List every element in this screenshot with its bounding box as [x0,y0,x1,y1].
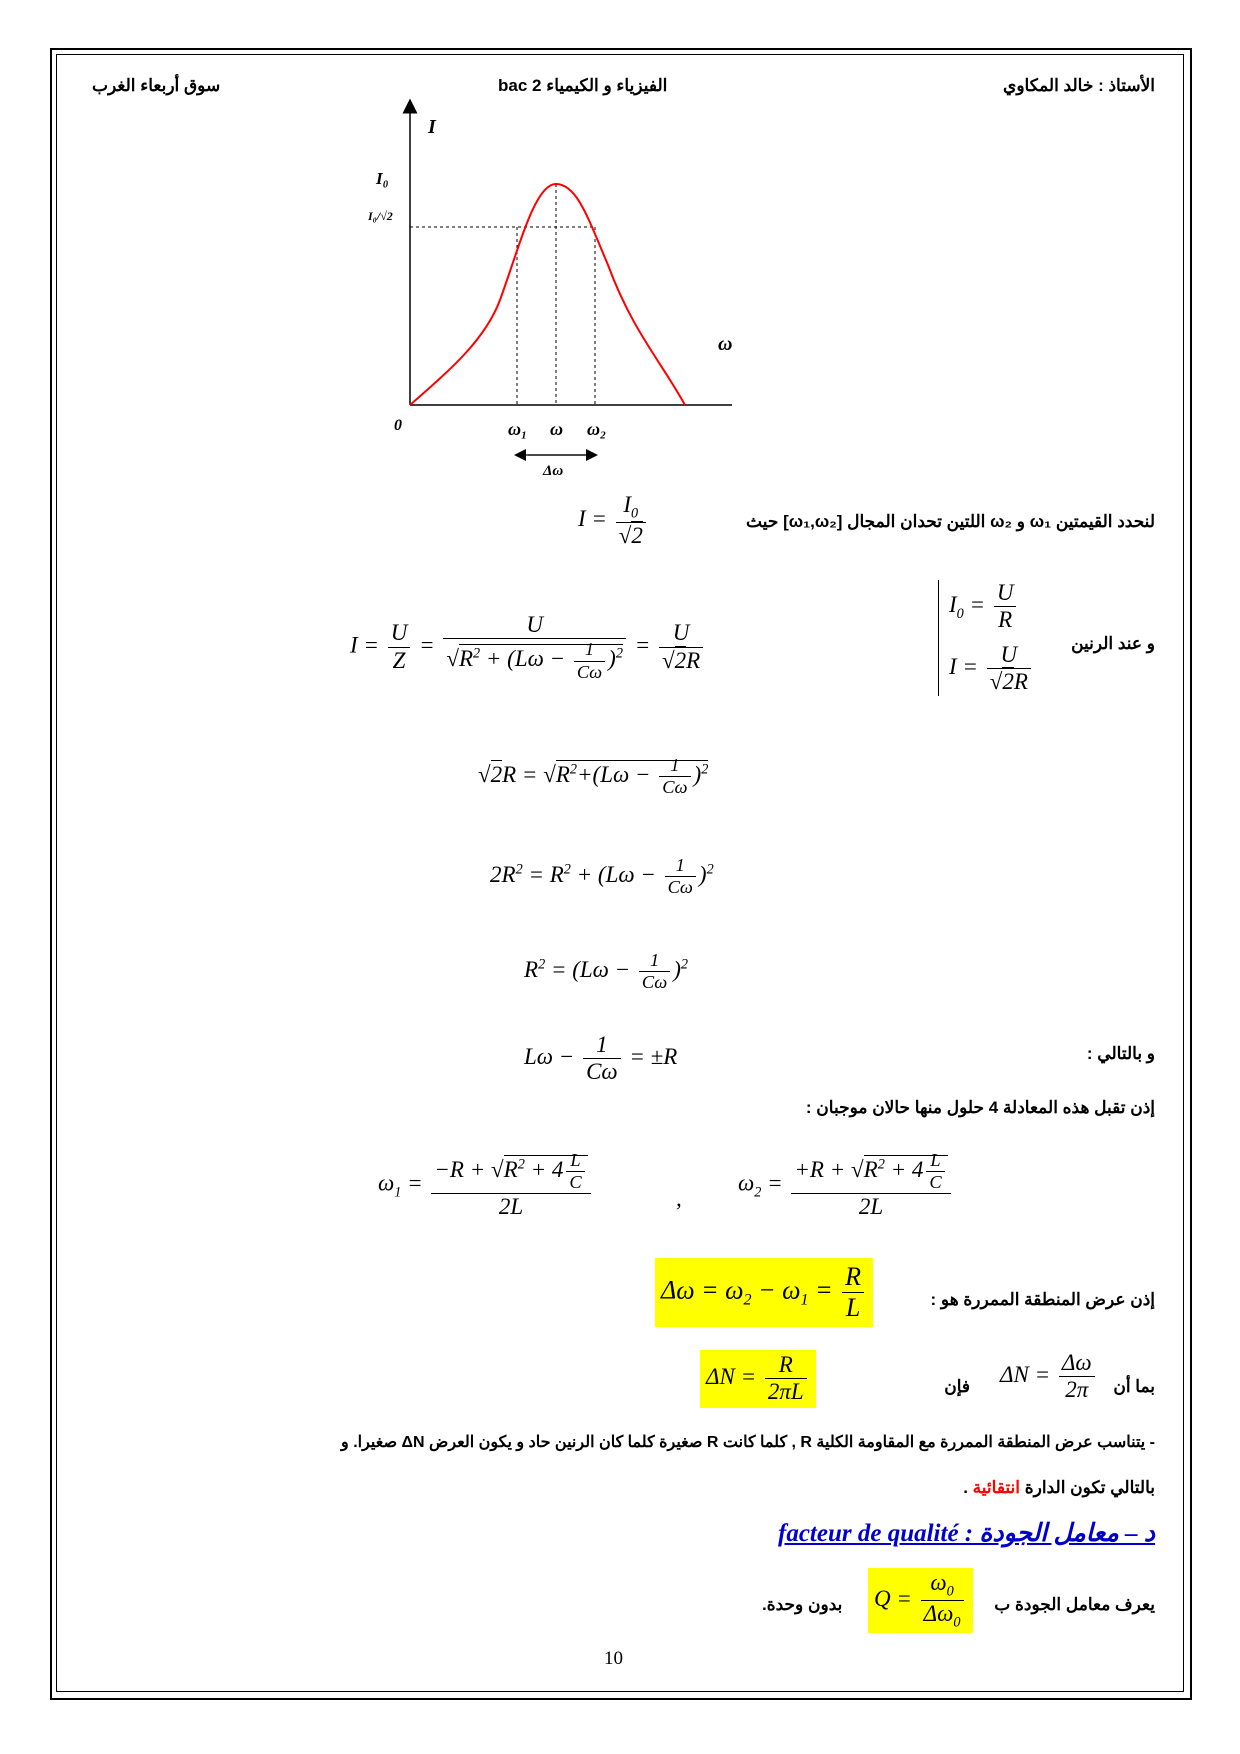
omega0-label: ω [550,419,564,439]
omega1-solution: $\omega_1$ = $-R + √R^2 + 4$ $\frac{L}{C}$ 2L [378,1150,594,1221]
then-text: فإن [944,1377,970,1396]
half-level-label: I₀/√2 [368,209,393,223]
deltaN-result: ΔN = $\frac{R}{2\pi L}$ [700,1350,816,1408]
step2-eq: $2R^2 = R^2 + (L\omega$ − $\frac{1}{C\omega}$ )$^2$ [490,855,714,898]
resonance-system: $I_0$ = $\frac{U}{R}$ I = $\frac{U}{√2R}$ [938,580,1034,696]
proportional-line2-start: بالتالي تكون الدارة [1024,1478,1155,1497]
omega2-solution: $\omega_2$ = $+R + √R^2 + 4$ $\frac{L}{C}$ 2L [738,1150,954,1221]
page-number: 10 [604,1648,623,1669]
quality-eq: Q = $\frac{\omega_0}{\Delta\omega_0}$ [868,1568,973,1633]
proportional-line2-end: . [963,1478,968,1497]
since-text: بما أن [1113,1377,1155,1396]
origin-label: 0 [394,417,402,434]
header-subject: الفيزياء و الكيمياء 2 bac [498,76,668,95]
bandwidth-label: Δω [543,463,564,479]
proportional-line2 [963,1478,1155,1498]
selective-word: انتقائية [972,1478,1021,1497]
quality-def-end: بدون وحدة. [762,1595,843,1614]
resonance-curve [410,184,685,405]
x-axis-label: ω [718,333,733,355]
bandwidth-intro-text: إذن عرض المنطقة الممررة هو : [930,1290,1155,1309]
resonance-graph [368,100,840,480]
four-solutions-text: إذن تقبل هذه المعادلة 4 حلول منها حالان موجبان : [805,1098,1155,1117]
bandwidth-eq: $\Delta\omega = \omega_2 - \omega_1$ = $\frac{R}{L}$ [655,1258,873,1327]
step4-eq: Lω − $\frac{1}{C\omega}$ = ±R [524,1032,678,1085]
impedance-eq: I = $\frac{U}{Z}$ = U $√R^2 + (L\omega$ − $\frac{1}{C\omega}$ )$^2$ = $\frac{U}{√2R}$ [350,612,706,683]
step1-eq: $√2R = √R^2+(L\omega$ − $\frac{1}{C\omega}$ )$^2$ [478,755,709,798]
solutions-sep: , [676,1186,682,1211]
peak-label: I₀ [376,169,389,188]
omega2-label: ω₂ [587,419,607,439]
at-resonance-text: و عند الرنين [1071,634,1155,653]
proportional-line1: - يتناسب عرض المنطقة الممررة مع المقاومة الكلية R , كلما كانت R صغيرة كلما كان الرنين حاد و يكون العرض ΔN صغيرا. و [341,1434,1155,1451]
quality-heading: د – معامل الجودة : facteur de qualité [778,1520,1155,1547]
determine-eq: I = $\frac{I_0}{√2}$ [578,492,649,549]
determine-values-text: لنحدد القيمتين ω₁ و ω₂ اللتين تحدان المجال [ω₁,ω₂] حيث [746,512,1155,531]
y-axis-label: I [428,116,436,138]
deltaN-def: ΔN = $\frac{\Delta\omega}{2\pi}$ [1000,1350,1098,1404]
header-teacher: الأستاذ : خالد المكاوي [1003,76,1155,95]
quality-def-start: يعرف معامل الجودة ب [994,1595,1155,1614]
header-school: سوق أربعاء الغرب [92,76,221,95]
step3-eq: $R^2 = (L\omega$ − $\frac{1}{C\omega}$ )$^2$ [524,950,688,993]
therefore-text: و بالتالي : [1086,1044,1155,1063]
omega1-label: ω₁ [508,419,528,439]
